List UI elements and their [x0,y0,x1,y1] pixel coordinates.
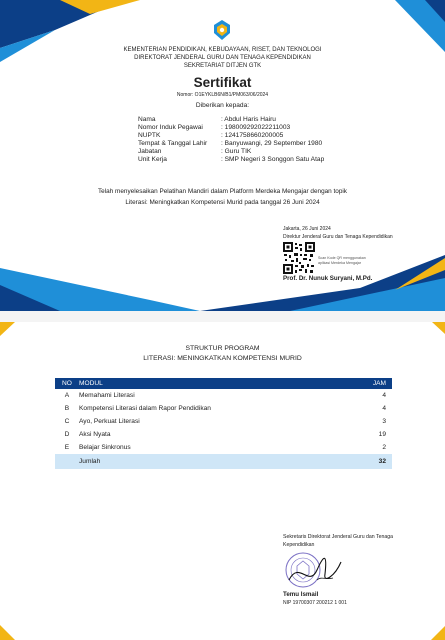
row-modul: Ayo, Perkuat Literasi [79,418,140,425]
row-no: D [64,431,70,438]
field-value-nuptk: : 1241758660200005 [221,132,284,139]
row-jam: 4 [382,405,386,412]
field-label-unit-kerja: Unit Kerja [138,156,167,163]
program-table [55,378,392,469]
field-label-nuptk: NUPTK [138,132,161,139]
ministry-line-3: SEKRETARIAT DITJEN GTK [183,63,262,69]
row-no: C [64,418,70,425]
row-modul: Aksi Nyata [79,431,111,438]
program-structure-page [0,322,445,640]
row-modul: Memahami Literasi [79,392,135,399]
ministry-line-2: DIREKTORAT JENDERAL GURU DAN TENAGA KEPENDIDIKAN [134,55,311,61]
total-label: Jumlah [79,454,346,469]
program-title-1: STRUKTUR PROGRAM [185,345,260,352]
total-value: 32 [346,454,392,469]
field-label-jabatan: Jabatan [138,148,162,155]
column-header-modul: MODUL [79,378,346,389]
secretary-title-1: Sekretaris Direktorat Jenderal Guru dan Tenaga [283,534,394,540]
field-value-nama: : Abdul Haris Hairu [221,116,276,123]
row-no: A [64,392,70,399]
decorative-border [0,322,445,640]
row-jam: 19 [378,431,386,438]
signature-stamp-icon [283,550,343,590]
signer-name: Prof. Dr. Nunuk Suryani, M.Pd. [283,275,373,282]
certificate-number: Nomor: O1EYKLB6N/B1/PM063/06/2024 [176,92,269,98]
secretary-nip: NIP 19700307 200212 1 001 [283,600,347,606]
field-label-nama: Nama [138,116,156,123]
table-header-row [55,378,392,389]
signer-title: Direktur Jenderal Guru dan Tenaga Kependidikan [283,234,393,240]
field-value-ttl: : Banyuwangi, 29 September 1980 [221,140,323,147]
ministry-line-1: KEMENTERIAN PENDIDIKAN, KEBUDAYAAN, RISET, DAN TEKNOLOGI [123,47,322,53]
field-value-nip: : 198009292022211003 [221,124,291,131]
table-row [55,415,392,428]
row-modul: Belajar Sinkronus [79,444,131,451]
field-label-ttl: Tempat & Tanggal Lahir [138,140,208,147]
secretary-name: Temu Ismail [283,591,319,598]
row-no: B [64,405,70,412]
row-jam: 2 [382,444,386,451]
table-total-row [55,454,392,469]
place-date: Jakarta, 26 Juni 2024 [283,226,331,232]
qr-caption-2: aplikasi Merdeka Mengajar [318,261,361,265]
program-title-2: LITERASI: MENINGKATKAN KOMPETENSI MURID [143,355,302,362]
field-value-unit-kerja: : SMP Negeri 3 Songgon Satu Atap [221,156,325,163]
statement-line-2: Literasi: Meningkatkan Kompetensi Murid pada tanggal 26 Juni 2024 [125,199,320,206]
statement-line-1: Telah menyelesaikan Pelatihan Mandiri dalam Platform Merdeka Mengajar dengan topik [97,188,347,195]
row-modul: Kompetensi Literasi dalam Rapor Pendidikan [79,405,211,412]
table-row [55,389,392,402]
certificate-title: Sertifikat [193,75,252,90]
qr-code-icon [283,242,315,274]
table-row [55,441,392,454]
column-header-no: NO [55,378,79,389]
certificate-page [0,0,445,311]
secretary-title-2: Kependidikan [283,542,315,548]
table-row [55,428,392,441]
field-label-nip: Nomor Induk Pegawai [138,124,203,131]
ministry-logo-icon [212,19,232,41]
column-header-jam: JAM [346,378,392,389]
given-to-label: Diberikan kepada: [195,102,250,109]
row-no: E [64,444,70,451]
qr-caption-1: Scan Kode QR menggunakan [318,256,366,260]
row-jam: 4 [382,392,386,399]
field-value-jabatan: : Guru TIK [221,148,252,155]
row-jam: 3 [382,418,386,425]
table-row [55,402,392,415]
